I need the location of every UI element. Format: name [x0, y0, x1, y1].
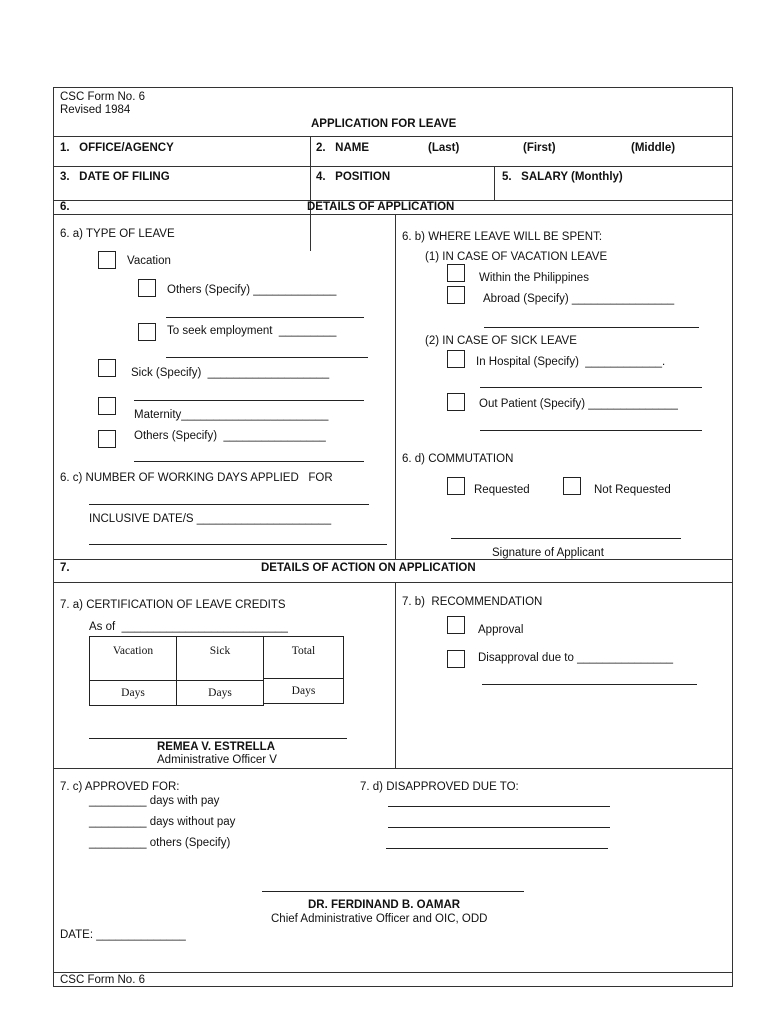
vacation-credits-cell — [89, 636, 177, 681]
disapproved-due-to-heading: 7. d) DISAPPROVED DUE TO: — [360, 781, 519, 793]
sick-checkbox[interactable] — [98, 359, 116, 377]
leave-application-form — [53, 87, 733, 987]
disapproved-reason-line-1[interactable] — [388, 806, 610, 807]
position-label: 4. POSITION — [316, 171, 391, 183]
form-number: CSC Form No. 6 — [60, 91, 145, 103]
divider — [54, 214, 732, 215]
total-days-label: Days — [291, 685, 316, 697]
sick-specify-line[interactable] — [134, 400, 364, 401]
certifier-name: REMEA V. ESTRELLA — [157, 741, 275, 753]
out-patient-label: Out Patient (Specify) ______________ — [479, 398, 678, 410]
commutation-requested-label: Requested — [474, 484, 530, 496]
others-specify-checkbox[interactable] — [138, 279, 156, 297]
total-credits-cell — [263, 636, 344, 679]
days-without-pay: _________ days without pay — [89, 816, 236, 828]
name-last-label: (Last) — [428, 142, 460, 154]
sick-days-label: Days — [208, 687, 232, 699]
abroad-specify-label: Abroad (Specify) ________________ — [483, 293, 675, 305]
recommendation-heading: 7. b) RECOMMENDATION — [402, 596, 543, 608]
abroad-checkbox[interactable] — [447, 286, 465, 304]
vacation-credits-label: Vacation — [112, 645, 154, 657]
in-hospital-line[interactable] — [480, 387, 702, 388]
out-patient-checkbox[interactable] — [447, 393, 465, 411]
leave-credits-heading: 7. a) CERTIFICATION OF LEAVE CREDITS — [60, 599, 286, 611]
divider — [395, 582, 396, 768]
disapproved-reason-line-3[interactable] — [386, 848, 608, 849]
sick-leave-subheading: (2) IN CASE OF SICK LEAVE — [425, 335, 577, 347]
maternity-checkbox[interactable] — [98, 397, 116, 415]
divider — [54, 768, 732, 769]
divider — [54, 136, 732, 137]
seek-employment-label: To seek employment _________ — [167, 325, 337, 337]
abroad-specify-line[interactable] — [484, 327, 699, 328]
certifier-signature-line[interactable] — [89, 738, 347, 739]
others-specify-2-label: Others (Specify) ________________ — [134, 430, 326, 442]
others-specify-approved: _________ others (Specify) — [89, 837, 231, 849]
divider — [310, 136, 311, 251]
within-philippines-checkbox[interactable] — [447, 264, 465, 282]
total-days-cell — [263, 678, 344, 704]
approver-name: DR. FERDINAND B. OAMAR — [308, 899, 461, 911]
approval-date: DATE: ______________ — [60, 929, 186, 941]
disapproval-checkbox[interactable] — [447, 650, 465, 668]
divider — [494, 166, 495, 200]
divider — [54, 972, 732, 973]
disapproved-reason-line-2[interactable] — [388, 827, 610, 828]
approval-label: Approval — [478, 624, 524, 636]
name-middle-label: (Middle) — [631, 142, 676, 154]
inclusive-dates-line[interactable] — [89, 544, 387, 545]
vacation-leave-subheading: (1) IN CASE OF VACATION LEAVE — [425, 251, 608, 263]
section-6-number: 6. — [60, 201, 70, 213]
maternity-label: Maternity_______________________ — [134, 409, 329, 421]
divider — [54, 559, 732, 560]
applicant-signature-label: Signature of Applicant — [492, 547, 604, 559]
others-specify-line[interactable] — [166, 317, 364, 318]
working-days-line[interactable] — [89, 504, 369, 505]
approved-for-heading: 7. c) APPROVED FOR: — [60, 781, 180, 793]
applicant-signature-line[interactable] — [451, 538, 681, 539]
section-7-number: 7. — [60, 562, 70, 574]
approver-title: Chief Administrative Officer and OIC, ODD — [271, 913, 488, 925]
sick-days-cell — [176, 680, 264, 706]
where-leave-spent-heading: 6. b) WHERE LEAVE WILL BE SPENT: — [402, 231, 603, 243]
out-patient-line[interactable] — [480, 430, 702, 431]
form-title: APPLICATION FOR LEAVE — [311, 118, 457, 130]
section-6-title: DETAILS OF APPLICATION — [307, 201, 455, 213]
date-of-filing-label: 3. DATE OF FILING — [60, 171, 170, 183]
inclusive-dates-label: INCLUSIVE DATE/S _____________________ — [89, 513, 332, 525]
office-agency-label: 1. OFFICE/AGENCY — [60, 142, 174, 154]
seek-employment-checkbox[interactable] — [138, 323, 156, 341]
commutation-heading: 6. d) COMMUTATION — [402, 453, 514, 465]
divider — [54, 166, 732, 167]
section-7-title: DETAILS OF ACTION ON APPLICATION — [261, 562, 476, 574]
total-credits-label: Total — [291, 645, 316, 657]
others-specify-2-line[interactable] — [134, 461, 364, 462]
seek-employment-line[interactable] — [166, 357, 368, 358]
name-first-label: (First) — [523, 142, 556, 154]
sick-credits-label: Sick — [209, 645, 231, 657]
footer-form-number: CSC Form No. 6 — [60, 974, 145, 986]
in-hospital-checkbox[interactable] — [447, 350, 465, 368]
revised-date: Revised 1984 — [60, 104, 131, 116]
vacation-label: Vacation — [127, 255, 171, 267]
commutation-not-requested-label: Not Requested — [594, 484, 671, 496]
name-label: 2. NAME — [316, 142, 370, 154]
in-hospital-label: In Hospital (Specify) ____________. — [476, 356, 666, 368]
commutation-requested-checkbox[interactable] — [447, 477, 465, 495]
approval-checkbox[interactable] — [447, 616, 465, 634]
type-of-leave-heading: 6. a) TYPE OF LEAVE — [60, 228, 175, 240]
sick-specify-label: Sick (Specify) ___________________ — [131, 367, 330, 379]
certifier-title: Administrative Officer V — [157, 754, 277, 766]
commutation-not-requested-checkbox[interactable] — [563, 477, 581, 495]
within-philippines-label: Within the Philippines — [479, 272, 589, 284]
vacation-checkbox[interactable] — [98, 251, 116, 269]
vacation-days-cell — [89, 680, 177, 706]
vacation-days-label: Days — [121, 687, 145, 699]
others-specify-2-checkbox[interactable] — [98, 430, 116, 448]
as-of-label: As of __________________________ — [89, 621, 288, 633]
disapproval-label: Disapproval due to _______________ — [478, 652, 674, 664]
approver-signature-line[interactable] — [262, 891, 524, 892]
salary-label: 5. SALARY (Monthly) — [502, 171, 623, 183]
divider — [54, 582, 732, 583]
divider — [395, 214, 396, 559]
sick-credits-cell — [176, 636, 264, 681]
days-with-pay: _________ days with pay — [89, 795, 220, 807]
disapproval-reason-line[interactable] — [482, 684, 697, 685]
working-days-heading: 6. c) NUMBER OF WORKING DAYS APPLIED FOR — [60, 472, 333, 484]
others-specify-label: Others (Specify) _____________ — [167, 284, 337, 296]
